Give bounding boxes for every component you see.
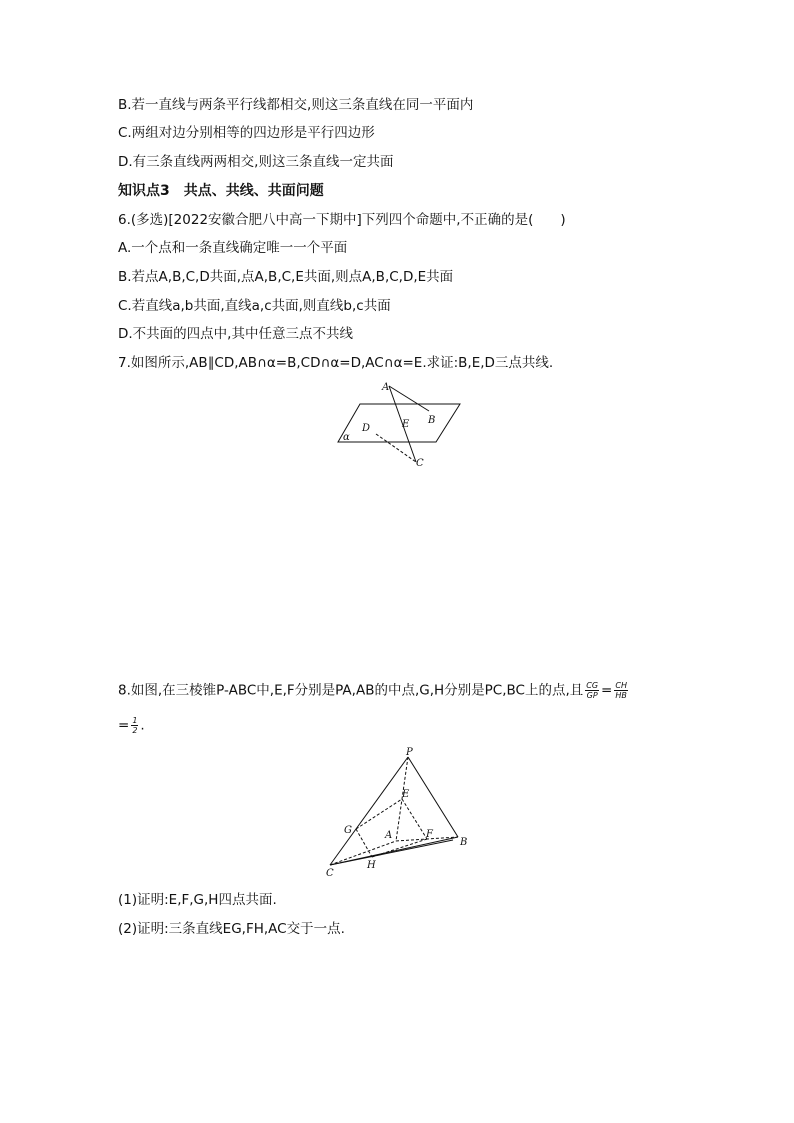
question-8-part-2: (2)证明:三条直线EG,FH,AC交于一点. [118,921,345,937]
option-c5: C.两组对边分别相等的四边形是平行四边形 [118,125,375,141]
option-d5: D.有三条直线两两相交,则这三条直线一定共面 [118,154,394,170]
fraction-ch-hb-den: HB [615,691,627,700]
question-8 [118,681,630,700]
label-c2: C [326,868,334,879]
option-b5: B.若一直线与两条平行线都相交,则这三条直线在同一平面内 [118,97,474,113]
label-p: P [406,747,413,758]
edge-pb [408,757,458,837]
segment-ge-hidden [356,799,402,829]
equals-sign: = [601,682,613,699]
segment-cd-hidden [376,434,416,462]
period: . [140,717,145,734]
label-g: G [344,825,352,836]
question-8-continued [118,716,145,735]
question-6-option-c: C.若直线a,b共面,直线a,c共面,则直线b,c共面 [118,298,391,314]
fraction-ch-hb-num: CH [615,681,627,690]
fraction-one-half-den: 2 [132,726,138,735]
label-d: D [362,423,371,434]
label-alpha: α [343,432,350,443]
fraction-cg-gp [585,681,599,700]
question-6-option-b: B.若点A,B,C,D共面,点A,B,C,E共面,则点A,B,C,D,E共面 [118,269,454,285]
fraction-cg-gp-den: GP [586,691,598,700]
label-h: H [367,860,376,871]
segment-ef-hidden [402,799,427,839]
label-e2: E [402,789,410,800]
question-8-text: 8.如图,在三棱锥P-ABC中,E,F分别是PA,AB的中点,G,H分别是PC,BC上的点,且 [118,682,584,699]
fraction-ch-hb [614,681,628,700]
label-f: F [426,829,433,840]
label-e: E [402,419,410,430]
label-b2: B [460,837,468,848]
equals-sign-2: = [118,717,130,734]
fraction-one-half-num: 1 [132,716,138,725]
label-a2: A [385,830,393,841]
question-6-option-d: D.不共面的四点中,其中任意三点不共线 [118,326,353,342]
edge-cb-inner [330,840,453,865]
question-6: 6.(多选)[2022安徽合肥八中高一下期中]下列四个命题中,不正确的是( ) [118,212,566,228]
plane-alpha-shape [338,404,460,442]
label-b: B [428,415,436,426]
label-a: A [382,382,390,393]
fraction-one-half [131,716,138,735]
question-8-part-1: (1)证明:E,F,G,H四点共面. [118,892,277,908]
question-6-option-a: A.一个点和一条直线确定唯一一个平面 [118,240,348,256]
figure-plane-alpha [330,378,470,470]
segment-ab [389,386,429,411]
label-c: C [416,458,424,469]
section-heading: 知识点3 共点、共线、共面问题 [118,183,324,199]
figure-pyramid [320,745,475,880]
question-7: 7.如图所示,AB∥CD,AB∩α=B,CD∩α=D,AC∩α=E.求证:B,E,D三点共线. [118,355,554,371]
fraction-cg-gp-num: CG [586,681,599,690]
